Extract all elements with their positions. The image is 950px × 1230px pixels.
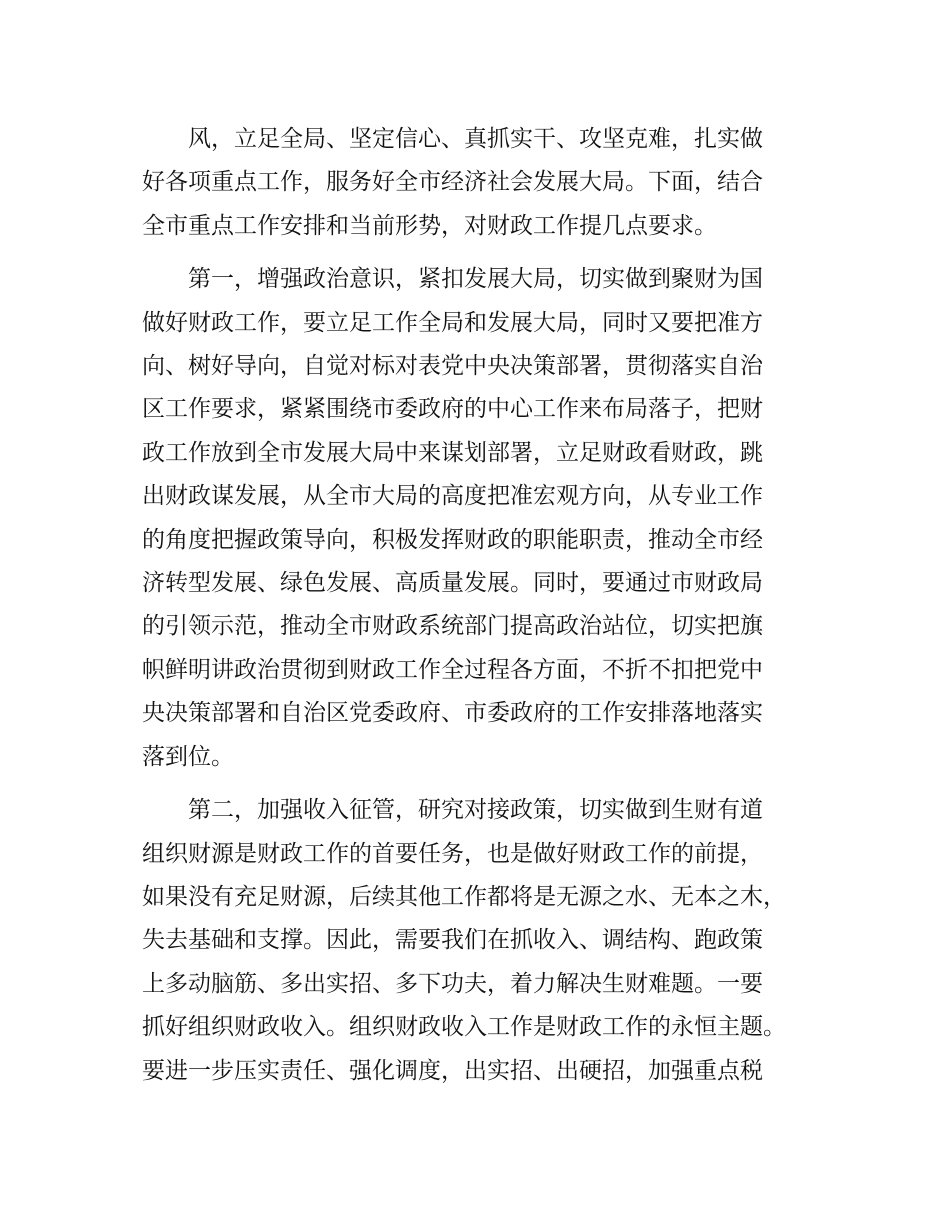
paragraph-intro-continued — [142, 118, 832, 248]
text-line: 失去基础和支撑。因此，需要我们在抓收入、调结构、跑政策 — [142, 927, 763, 954]
text-line: 落到位。 — [142, 743, 234, 770]
paragraph-first-point — [142, 258, 832, 779]
text-line: 帜鲜明讲政治贯彻到财政工作全过程各方面，不折不扣把党中 — [142, 656, 763, 683]
text-line: 的角度把握政策导向，积极发挥财政的职能职责，推动全市经 — [142, 526, 763, 553]
text-line: 组织财源是财政工作的首要任务，也是做好财政工作的前提， — [142, 840, 763, 867]
text-line: 济转型发展、绿色发展、高质量发展。同时，要通过市财政局 — [142, 570, 763, 597]
text-line: 区工作要求，紧紧围绕市委政府的中心工作来布局落子，把财 — [142, 396, 763, 423]
text-line: 第二，加强收入征管，研究对接政策，切实做到生财有道 — [188, 797, 763, 824]
text-line: 如果没有充足财源，后续其他工作都将是无源之水、无本之木， — [142, 883, 786, 910]
text-line: 向、树好导向，自觉对标对表党中央决策部署，贯彻落实自治 — [142, 353, 763, 380]
text-line: 政工作放到全市发展大局中来谋划部署，立足财政看财政，跳 — [142, 439, 763, 466]
text-line: 全市重点工作安排和当前形势，对财政工作提几点要求。 — [142, 212, 717, 239]
text-line: 要进一步压实责任、强化调度，出实招、出硬招，加强重点税 — [142, 1057, 763, 1084]
text-line: 好各项重点工作，服务好全市经济社会发展大局。下面，结合 — [142, 169, 763, 196]
text-line: 风，立足全局、坚定信心、真抓实干、攻坚克难，扎实做 — [188, 126, 763, 152]
text-line: 出财政谋发展，从全市大局的高度把准宏观方向，从专业工作 — [142, 483, 763, 510]
paragraph-second-point — [142, 789, 832, 1093]
text-line: 抓好组织财政收入。组织财政收入工作是财政工作的永恒主题。 — [142, 1014, 786, 1041]
text-line: 上多动脑筋、多出实招、多下功夫，着力解决生财难题。一要 — [142, 970, 763, 997]
text-line: 做好财政工作，要立足工作全局和发展大局，同时又要把准方 — [142, 309, 763, 336]
text-line: 央决策部署和自治区党委政府、市委政府的工作安排落地落实 — [142, 700, 763, 727]
text-line: 的引领示范，推动全市财政系统部门提高政治站位，切实把旗 — [142, 613, 763, 640]
document-body — [142, 118, 832, 1093]
text-line: 第一，增强政治意识，紧扣发展大局，切实做到聚财为国 — [188, 266, 763, 293]
